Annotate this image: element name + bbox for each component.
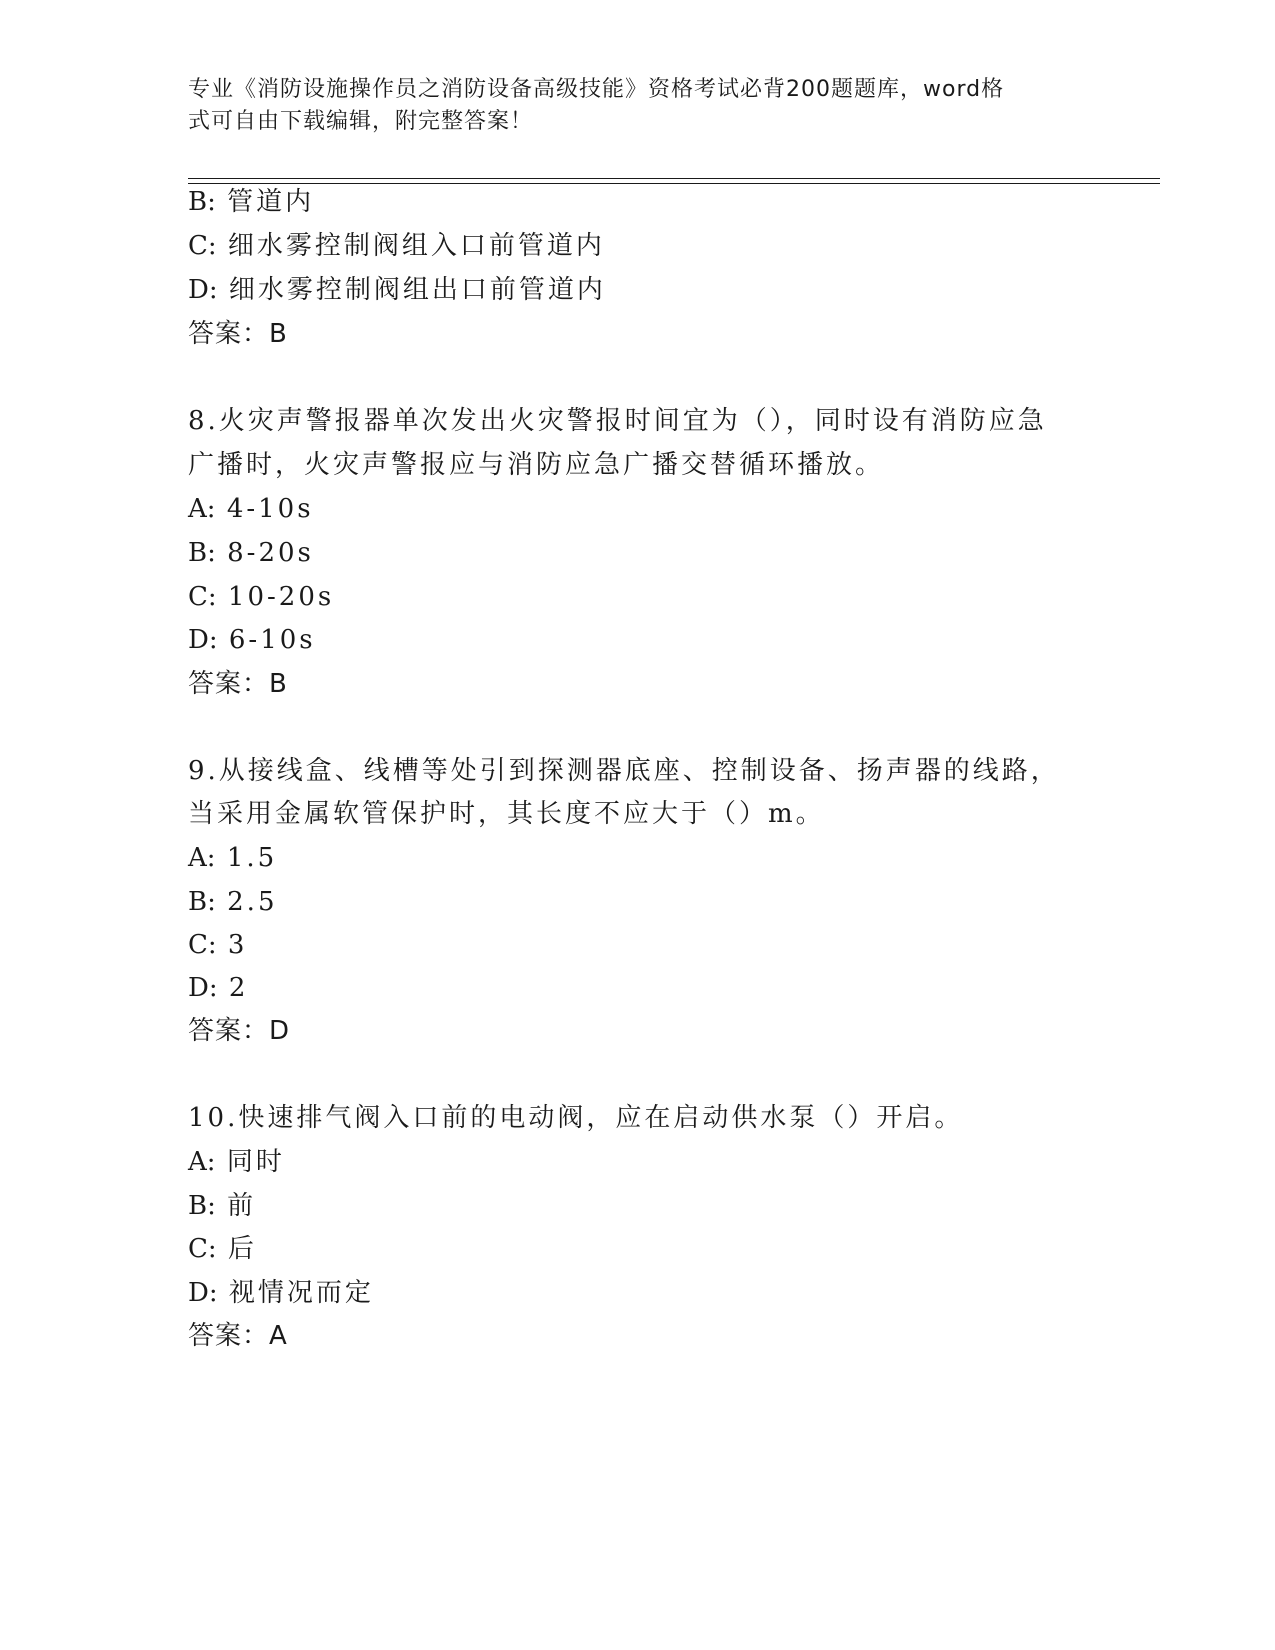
question-8-stem-line-1: 8.火灾声警报器单次发出火灾警报时间宜为（），同时设有消防应急 [188,406,1047,436]
option-text: 管道内 [227,187,315,217]
header-divider-bottom [188,183,1160,184]
question-9-option-a [188,842,277,874]
option-label: C: [188,231,217,261]
option-text: 6-10s [228,625,316,655]
prev-answer: 答案：B [188,319,288,349]
option-text: 10-20s [227,582,335,612]
option-label: D: [188,1278,218,1308]
option-label: B: [188,187,216,217]
option-label: B: [188,538,216,568]
option-label: C: [188,1234,217,1264]
option-label: B: [188,887,216,917]
question-8-option-b [188,537,314,569]
option-label: C: [188,582,217,612]
option-text: 1.5 [226,843,278,873]
option-label: D: [188,973,218,1003]
question-8-option-a [188,493,314,525]
question-9-option-b [188,886,278,918]
question-9-stem-line-2: 当采用金属软管保护时，其长度不应大于（）m。 [188,799,825,829]
question-9-answer: 答案：D [188,1016,291,1046]
prev-option-d [188,274,606,306]
option-label: A: [188,843,216,873]
question-8-option-d [188,624,316,656]
question-9-option-d [188,972,248,1004]
option-label: D: [188,625,218,655]
option-text: 细水雾控制阀组入口前管道内 [227,231,605,261]
option-text: 8-20s [227,538,314,568]
option-text: 4-10s [226,494,314,524]
option-label: A: [188,1147,216,1177]
option-text: 前 [227,1191,257,1221]
question-10-option-c [188,1233,257,1265]
question-10-option-a [188,1146,285,1178]
option-label: C: [188,930,217,960]
header-line-1: 专业《消防设施操作员之消防设备高级技能》资格考试必背200题题库，word格 [188,77,1005,102]
option-text: 2.5 [227,887,278,917]
option-text: 3 [227,930,248,960]
question-10-stem: 10.快速排气阀入口前的电动阀，应在启动供水泵（）开启。 [188,1103,964,1133]
option-text: 2 [228,973,249,1003]
question-8-stem-line-2: 广播时，火灾声警报应与消防应急广播交替循环播放。 [188,450,885,480]
option-label: A: [188,494,216,524]
question-10-option-d [188,1277,374,1309]
header-divider-top [188,178,1160,179]
question-10-option-b [188,1190,256,1222]
header-line-2: 式可自由下载编辑，附完整答案！ [188,109,534,134]
document-header [188,74,1068,138]
option-text: 细水雾控制阀组出口前管道内 [228,275,606,305]
prev-option-c [188,230,605,262]
question-8-option-c [188,581,334,613]
question-8-answer: 答案：B [188,669,288,699]
prev-option-b [188,186,314,218]
question-9-stem-line-1: 9.从接线盒、线槽等处引到探测器底座、控制设备、扬声器的线路， [188,756,1060,786]
question-9-option-c [188,929,247,961]
option-text: 后 [227,1234,257,1264]
option-label: D: [188,275,218,305]
option-text: 同时 [226,1147,285,1177]
option-text: 视情况而定 [228,1278,374,1308]
option-label: B: [188,1191,216,1221]
question-10-answer: 答案：A [188,1321,288,1351]
